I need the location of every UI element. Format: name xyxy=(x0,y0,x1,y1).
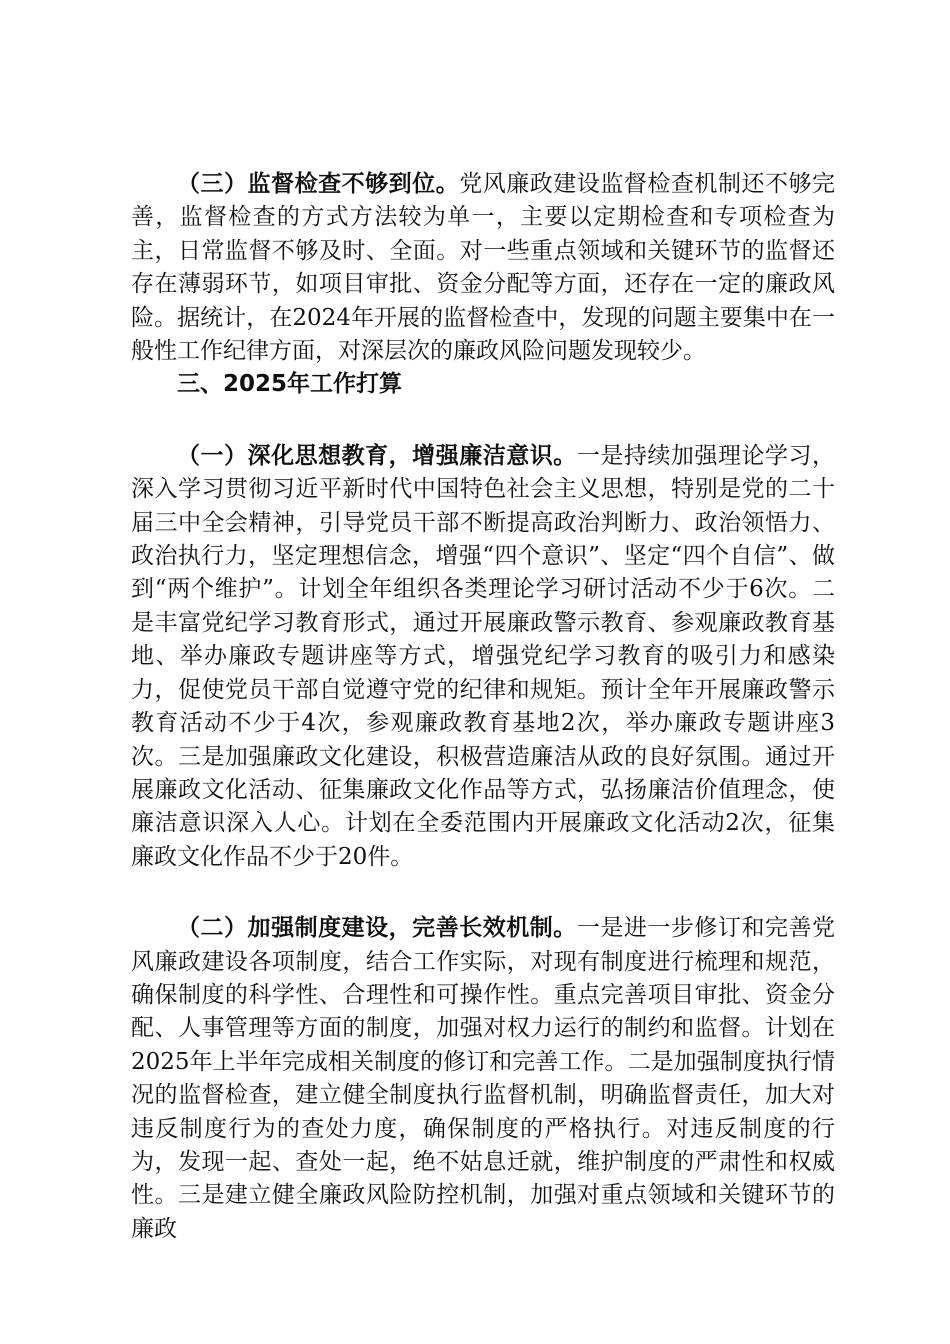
paragraph-ideological-education xyxy=(131,440,835,874)
paragraph-text: 党风廉政建设监督检查机制还不够完善，监督检查的方式方法较为单一，主要以定期检查和专项检查为主，日常监督不够及时、全面。对一些重点领域和关键环节的监督还存在薄弱环节，如项目审批、资金分配等方面，还存在一定的廉政风险。据统计，在2024年开展的监督检查中，发现的问题主要集中在一般性工作纪律方面，对深层次的廉政风险问题发现较少。 xyxy=(131,171,836,365)
paragraph-supervision-inspection xyxy=(131,168,835,368)
paragraph-institution-building xyxy=(131,912,835,1246)
paragraph-lead-heading: （二）加强制度建设，完善长效机制。 xyxy=(177,915,577,942)
paragraph-lead-heading: （三）监督检查不够到位。 xyxy=(177,171,460,197)
paragraph-lead-heading: （一）深化思想教育，增强廉洁意识。 xyxy=(177,442,577,469)
paragraph-text: 一是进一步修订和完善党风廉政建设各项制度，结合工作实际，对现有制度进行梳理和规范，确保制度的科学性、合理性和可操作性。重点完善项目审批、资金分配、人事管理等方面的制度，加强对权力运行的制约和监督。计划在2025年上半年完成相关制度的修订和完善工作。二是加强制度执行情况的监督检查，建立健全制度执行监督机制，明确监督责任，加大对违反制度行为的查处力度，确保制度的严格执行。对违反制度的行为，发现一起、查处一起，绝不姑息迁就，维护制度的严肃性和权威性。三是建立健全廉政风险防控机制，加强对重点领域和关键环节的廉政 xyxy=(131,915,836,1242)
document-body xyxy=(131,168,835,1246)
paragraph-text: 一是持续加强理论学习，深入学习贯彻习近平新时代中国特色社会主义思想，特别是党的二十届三中全会精神，引导党员干部不断提高政治判断力、政治领悟力、政治执行力，坚定理想信念，增强“四个意识”、坚定“四个自信”、做到“两个维护”。计划全年组织各类理论学习研讨活动不少于6次。二是丰富党纪学习教育形式，通过开展廉政警示教育、参观廉政教育基地、举办廉政专题讲座等方式，增强党纪学习教育的吸引力和感染力，促使党员干部自觉遵守党的纪律和规矩。预计全年开展廉政警示教育活动不少于4次，参观廉政教育基地2次，举办廉政专题讲座3次。三是加强廉政文化建设，积极营造廉洁从政的良好氛围。通过开展廉政文化活动、征集廉政文化作品等方式，弘扬廉洁价值理念，使廉洁意识深入人心。计划在全委范围内开展廉政文化活动2次，征集廉政文化作品不少于20件。 xyxy=(131,442,836,870)
section-heading: 三、2025年工作打算 xyxy=(177,371,403,398)
